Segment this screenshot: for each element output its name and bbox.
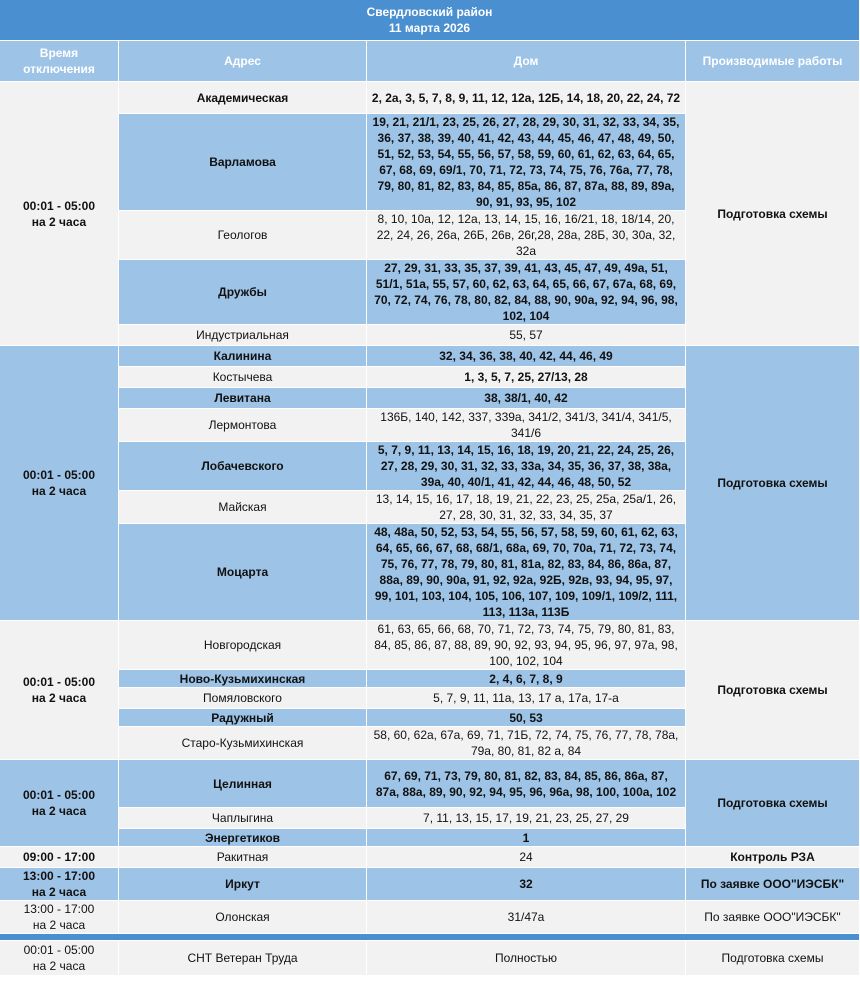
time-duration: на 2 часа — [32, 918, 86, 932]
street-name: Калинина — [119, 346, 367, 367]
works-cell: Подготовка схемы — [686, 82, 860, 346]
group-time — [0, 760, 119, 847]
table-title — [0, 0, 860, 41]
street-name: Новгородская — [119, 621, 367, 670]
street-name: СНТ Ветеран Труда — [119, 941, 367, 976]
street-name: Ново-Кузьмихинская — [119, 670, 367, 688]
street-name: Академическая — [119, 82, 367, 114]
house-list: 136Б, 140, 142, 337, 339а, 341/2, 341/3, 341/4, 341/5, 341/6 — [367, 409, 686, 442]
time-range: 00:01 - 05:00 — [22, 468, 96, 482]
house-list: 38, 38/1, 40, 42 — [367, 388, 686, 409]
time-range: 00:01 - 05:00 — [22, 675, 96, 689]
street-name: Геологов — [119, 211, 367, 260]
group-time — [0, 847, 119, 868]
street-name: Олонская — [119, 901, 367, 934]
house-list: 31/47а — [367, 901, 686, 934]
street-name: Иркут — [119, 868, 367, 901]
time-range: 09:00 - 17:00 — [22, 850, 96, 864]
col-address-header: Адрес — [119, 41, 367, 82]
time-range: 00:01 - 05:00 — [22, 788, 96, 802]
street-name: Целинная — [119, 760, 367, 808]
works-cell: Контроль РЗА — [686, 847, 860, 868]
separator — [0, 934, 860, 941]
house-list: 67, 69, 71, 73, 79, 80, 81, 82, 83, 84, 85, 86, 86а, 87, 87а, 88а, 89, 90, 92, 94, 95, 96, 96а, 98, 100, 100а, 102 — [367, 760, 686, 808]
house-list: 61, 63, 65, 66, 68, 70, 71, 72, 73, 74, 75, 79, 80, 81, 83, 84, 85, 86, 87, 88, 89, 90, 92, 93, 94, 95, 96, 97, 97а, 98, 100, 102, 104 — [367, 621, 686, 670]
house-list: 50, 53 — [367, 709, 686, 727]
group-time — [0, 346, 119, 621]
time-range: 00:01 - 05:00 — [22, 198, 96, 213]
house-list: 55, 57 — [367, 325, 686, 346]
street-name: Радужный — [119, 709, 367, 727]
works-cell: Подготовка схемы — [686, 760, 860, 847]
street-name: Помяловского — [119, 688, 367, 709]
group-time — [0, 621, 119, 760]
street-name: Индустриальная — [119, 325, 367, 346]
group-time — [0, 941, 119, 976]
street-name: Лобачевского — [119, 442, 367, 491]
house-list: 19, 21, 21/1, 23, 25, 26, 27, 28, 29, 30, 31, 32, 33, 34, 35, 36, 37, 38, 39, 40, 41, 42, 43, 44, 45, 46, 47, 48, 49, 50, 51, 52, 53, 54, 55, 56, 57, 58, 59, 60, 61, 62, 63, 64, 65, 67, 68, 69, 69/1, 70, 71, 72, 73, 74, 75, 76, 76а, 77, 78, 79, 80, 81, 82, 83, 84, 85, 85а, 86, 87, 87а, 88, 89, 89а, 90, 91, 93, 95, 102 — [367, 114, 686, 211]
group-time — [0, 868, 119, 901]
street-name: Ракитная — [119, 847, 367, 868]
works-cell: Подготовка схемы — [686, 941, 860, 976]
house-list: 7, 11, 13, 15, 17, 19, 21, 23, 25, 27, 29 — [367, 808, 686, 829]
col-works-header: Производимые работы — [686, 41, 860, 82]
street-name: Дружбы — [119, 260, 367, 325]
time-duration: на 2 часа — [31, 804, 87, 818]
house-list: 24 — [367, 847, 686, 868]
house-list: 58, 60, 62а, 67а, 69, 71, 71Б, 72, 74, 75, 76, 77, 78, 78а, 79а, 80, 81, 82 а, 84 — [367, 727, 686, 760]
house-list: Полностью — [367, 941, 686, 976]
time-range: 13:00 - 17:00 — [22, 869, 96, 883]
col-house-header: Дом — [367, 41, 686, 82]
street-name: Старо-Кузьмихинская — [119, 727, 367, 760]
house-list: 1 — [367, 829, 686, 847]
time-duration: на 2 часа — [31, 885, 87, 899]
street-name: Левитана — [119, 388, 367, 409]
time-range: 00:01 - 05:00 — [23, 943, 95, 957]
time-duration: на 2 часа — [31, 214, 87, 229]
house-list: 2, 2а, 3, 5, 7, 8, 9, 11, 12, 12а, 12Б, 14, 18, 20, 22, 24, 72 — [367, 82, 686, 114]
house-list: 13, 14, 15, 16, 17, 18, 19, 21, 22, 23, 25, 25а, 25а/1, 26, 27, 28, 30, 31, 32, 33, 34, 35, 37 — [367, 491, 686, 524]
district-name: Свердловский район — [366, 5, 493, 19]
time-duration: на 2 часа — [31, 691, 87, 705]
col-time-header: Время отключения — [0, 41, 119, 82]
works-cell: Подготовка схемы — [686, 621, 860, 760]
works-cell: Подготовка схемы — [686, 346, 860, 621]
house-list: 32, 34, 36, 38, 40, 42, 44, 46, 49 — [367, 346, 686, 367]
street-name: Лермонтова — [119, 409, 367, 442]
group-time — [0, 901, 119, 934]
street-name: Костычева — [119, 367, 367, 388]
street-name: Чаплыгина — [119, 808, 367, 829]
house-list: 32 — [367, 868, 686, 901]
time-duration: на 2 часа — [32, 959, 86, 973]
works-cell: По заявке ООО"ИЭСБК" — [686, 901, 860, 934]
house-list: 48, 48а, 50, 52, 53, 54, 55, 56, 57, 58, 59, 60, 61, 62, 63, 64, 65, 66, 67, 68, 68/1, 68а, 69, 70, 70а, 71, 72, 73, 74, 75, 76, 77, 78, 79, 80, 81, 81а, 82, 83, 84, 86, 86а, 87, 88а, 89, 90, 90а, 91, 92, 92а, 92Б, 92в, 93, 94, 95, 97, 99, 101, 103, 104, 105, 106, 107, 109, 109/1, 109/2, 111, 113, 113а, 113Б — [367, 524, 686, 621]
works-cell: По заявке ООО"ИЭСБК" — [686, 868, 860, 901]
house-list: 2, 4, 6, 7, 8, 9 — [367, 670, 686, 688]
time-range: 13:00 - 17:00 — [23, 902, 95, 916]
house-list: 5, 7, 9, 11, 11а, 13, 17 а, 17а, 17-а — [367, 688, 686, 709]
house-list: 8, 10, 10а, 12, 12а, 13, 14, 15, 16, 16/21, 18, 18/14, 20, 22, 24, 26, 26а, 26Б, 26в, 26г,28, 28а, 28Б, 30, 30а, 32, 32а — [367, 211, 686, 260]
house-list: 5, 7, 9, 11, 13, 14, 15, 16, 18, 19, 20, 21, 22, 24, 25, 26, 27, 28, 29, 30, 31, 32, 33, 33а, 34, 35, 36, 37, 38, 38а, 39а, 40, 40/1, 41, 42, 44, 46, 48, 50, 52 — [367, 442, 686, 491]
street-name: Варламова — [119, 114, 367, 211]
time-duration: на 2 часа — [31, 484, 87, 498]
date: 11 марта 2026 — [388, 21, 471, 35]
house-list: 1, 3, 5, 7, 25, 27/13, 28 — [367, 367, 686, 388]
group-time — [0, 82, 119, 346]
street-name: Моцарта — [119, 524, 367, 621]
house-list: 27, 29, 31, 33, 35, 37, 39, 41, 43, 45, 47, 49, 49а, 51, 51/1, 51а, 55, 57, 60, 62, 63, 64, 65, 66, 67, 67а, 68, 69, 70, 72, 74, 76, 78, 80, 82, 84, 88, 90, 90а, 92, 94, 96, 98, 102, 104 — [367, 260, 686, 325]
street-name: Энергетиков — [119, 829, 367, 847]
street-name: Майская — [119, 491, 367, 524]
